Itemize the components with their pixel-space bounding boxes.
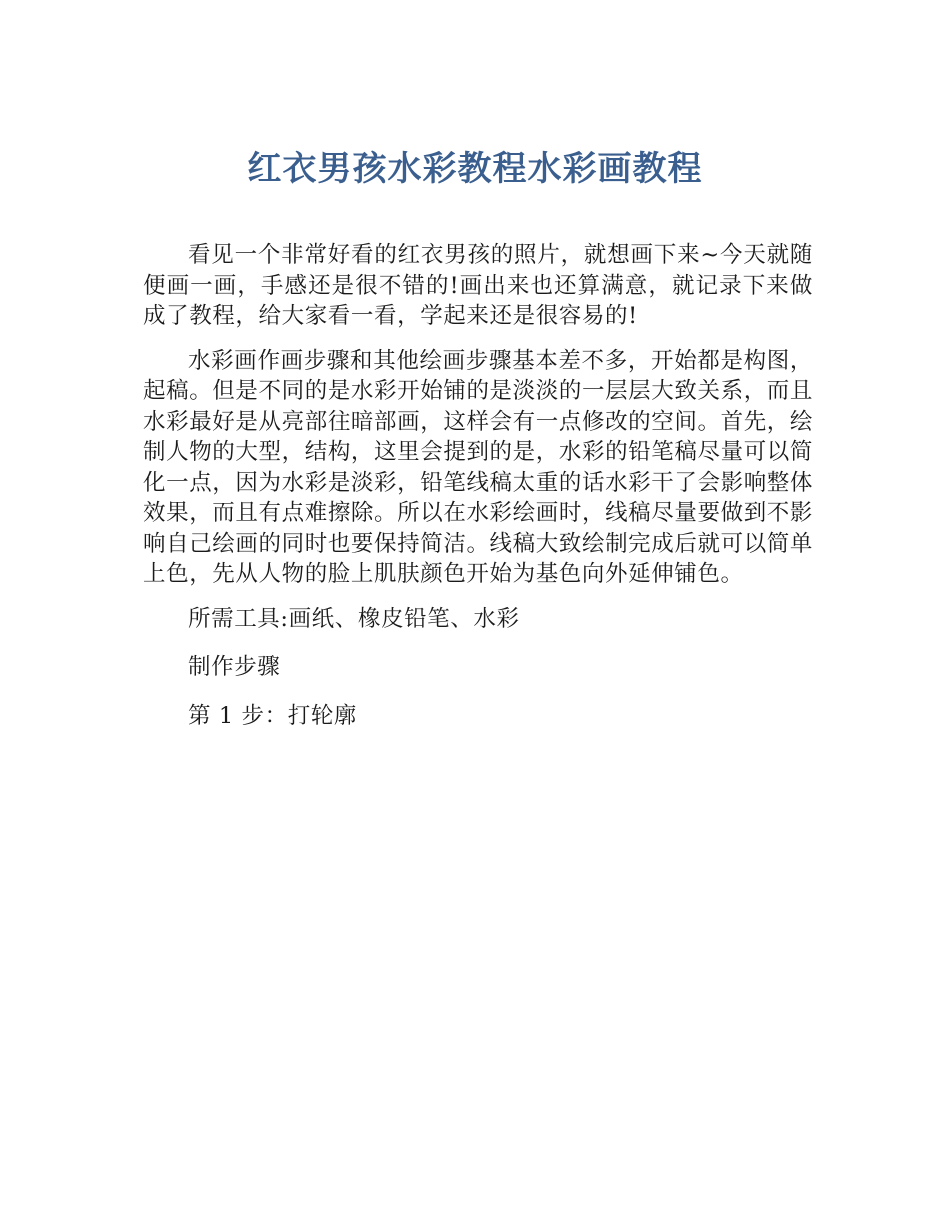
tools-line: 所需工具:画纸、橡皮铅笔、水彩 (188, 605, 520, 632)
intro-paragraph: 看见一个非常好看的红衣男孩的照片，就想画下来~今天就随便画一画，手感还是很不错的!画出来也还算满意，就记录下来做成了教程，给大家看一看，学起来还是很容易的! (143, 242, 813, 329)
document-body (143, 240, 813, 749)
document-title: 红衣男孩水彩教程水彩画教程 (247, 149, 703, 189)
steps-heading: 制作步骤 (188, 654, 281, 680)
method-paragraph: 水彩画作画步骤和其他绘画步骤基本差不多，开始都是构图，起稿。但是不同的是水彩开始铺的是淡淡的一层层大致关系，而且水彩最好是从亮部往暗部画，这样会有一点修改的空间。首先，绘制人物的大型，结构，这里会提到的是，水彩的铅笔稿尽量可以简化一点，因为水彩是淡彩，铅笔线稿太重的话水彩干了会影响整体效果，而且有点难擦除。所以在水彩绘画时，线稿尽量要做到不影响自己绘画的同时也要保持简洁。线稿大致绘制完成后就可以简单上色，先从人物的脸上肌肤颜色开始为基色向外延伸铺色。 (143, 347, 813, 587)
step-1-heading: 第 1 步：打轮廓 (188, 702, 358, 729)
